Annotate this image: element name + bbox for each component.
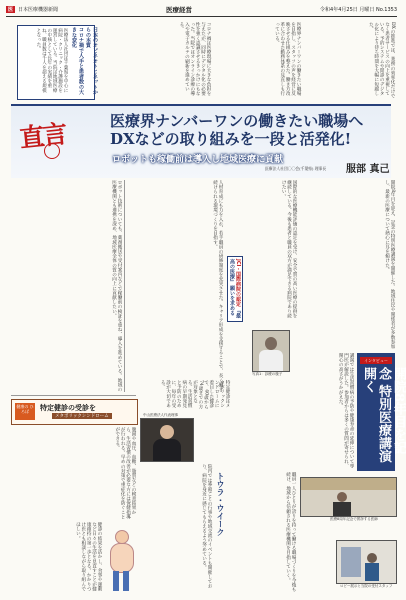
paper-logo: 医 bbox=[8, 7, 14, 13]
jci-sub: 『最高の医療』 願いを求める bbox=[229, 259, 241, 319]
body-column-9: 院内では季節ごとの行事や地域交流のイベントも開催しており、病院を身近に感じてもらえるよう努めている。 bbox=[201, 464, 212, 589]
seal-circle bbox=[44, 143, 60, 159]
special-body: 講演では生活習慣病の予防や健康寿命の延伸について専門医が解説した。参加者からは多くの質問が寄せられ、関心の高さがうかがえた。 bbox=[338, 353, 354, 468]
caption-2: 中山医療法人代表理事 bbox=[143, 413, 178, 417]
photo-doctor bbox=[252, 330, 290, 372]
special-tag: インタビュー bbox=[360, 357, 392, 364]
note-body-text: 医療法人社団は千葉県を中心に病院・クリニック・介護施設を運営している。当院は地域医療の中核として長年の実績を重ね、職員数は千人を超える規模となった。 bbox=[35, 28, 68, 93]
special-event-box bbox=[357, 353, 406, 471]
jci-label: JCI・国際病院の認定 bbox=[235, 259, 241, 307]
figure-leg-right bbox=[123, 571, 129, 591]
tokutei-header bbox=[11, 399, 138, 425]
body-column-4: ロボット技術についても、薬剤搬送や受付案内などで稼働前の検証を重ね、導入を進めている。地域の医療機関とも連携を深め、地域医療全体の質の向上に貢献したい。 bbox=[111, 180, 122, 392]
column-series-title: トウラ・ウイーク bbox=[216, 472, 226, 536]
subheadline: ロボットも稼働前は導入し地域医療に貢献 bbox=[112, 155, 284, 165]
photo-speaker bbox=[140, 418, 194, 462]
caption-3: 医療8周年記念で挨拶する医師 bbox=[330, 517, 378, 521]
photo-lobby bbox=[336, 540, 397, 584]
column-divider bbox=[124, 180, 125, 392]
speaker-head-shape bbox=[160, 425, 174, 439]
health-category-badge: 健康の ひろば bbox=[15, 403, 35, 420]
issue-info bbox=[320, 6, 397, 13]
top-note-heading bbox=[70, 27, 98, 97]
caption-4: ロビー展示と当院の受付スタッフ bbox=[340, 584, 393, 588]
paper-name: 日本医療機器新聞 bbox=[18, 7, 59, 13]
speaker-suit-shape bbox=[153, 439, 181, 461]
headline-line-2: DXなどの取り組みを一段と活発化! bbox=[110, 130, 352, 148]
ceremony-person-body bbox=[333, 502, 351, 516]
tokutei-body: 腹囲や血圧、血糖、脂質などの検査結果から、生活習慣の改善が必要な方には保健指導が行われる。早めの対策で重症化を防ぐことができる。 bbox=[114, 427, 136, 519]
body-column-5: 人材育成にも力を入れ、若手職員の研修制度を充実させた。キャリア形成を支援することで、長く働き続けられる環境づくりを目指す。 bbox=[212, 180, 223, 392]
tokutei-title: 特定健診の受診を bbox=[40, 404, 96, 412]
jci-sidebox bbox=[227, 256, 243, 322]
caption-1: 写真1：診療の様子 bbox=[252, 372, 283, 376]
lobby-panel-shape bbox=[341, 547, 361, 577]
figure-leg-left bbox=[113, 571, 119, 591]
ceremony-banner-shape bbox=[301, 478, 396, 490]
body-column-7: 開院8年目を迎え、記念の特別医療講演を開催した。地域住民や関係者が多数参加し、最新の医療について熱心に耳を傾けた。 bbox=[384, 180, 395, 349]
body-column-8: 特定健診はメタボリックシンドロームに着目した健診で、40歳から74歳までの方が対象となる。生活習慣病の早期発見と予防のために、毎年の受診が大切である。 bbox=[160, 380, 230, 409]
issue-date: 令和4年4月25日 月曜日 bbox=[320, 7, 375, 13]
section-title: 医療経営 bbox=[166, 6, 192, 14]
body-column-10: 職員一人ひとりが誇りを持って働ける職場づくりを今後も続け、地域から信頼される医療機関を目指していく。 bbox=[285, 472, 296, 592]
body-column-6: 国際的な医療機能評価の認定を受け、安全で質の高い医療の提供を継続している。今後も患者と職員の双方が満足できる病院であり続けたい。 bbox=[281, 180, 297, 318]
issue-number: No.1353 bbox=[375, 7, 397, 13]
ceremony-person-head bbox=[337, 492, 347, 502]
tokutei-subtitle: メタボリックシンドローム bbox=[52, 413, 112, 419]
body-column-1: コロナ禍は医療現場に大きな負担を与えたが、同時にデジタル化の必要性を強く認識させるきっかけにもなった。当院ではオンライン診療の導入や電子カルテの刷新を進めている。 bbox=[178, 22, 211, 96]
lobby-person-body bbox=[365, 563, 379, 581]
lobby-person-head bbox=[367, 553, 377, 563]
figure-head bbox=[115, 530, 129, 544]
body-column-3: DXの推進では、業務の効率化だけでなく患者サービスの向上を重視している。予約システムや問診のデジタル化により待ち時間を大幅に短縮した。 bbox=[368, 22, 395, 98]
top-note-line2: コロナ禍で人手と患者数の大きな変化 bbox=[71, 27, 84, 95]
doctor-head-shape bbox=[265, 337, 277, 350]
paper-masthead bbox=[6, 6, 58, 13]
tokutei-body-2: 健診の結果を活かし、食事や運動など日々の生活を見直すことが健康維持の第一歩となる。かかりつけ医とも相談しながら取り組んでほしい。 bbox=[75, 522, 102, 591]
page-header bbox=[6, 4, 397, 17]
section-rule bbox=[11, 395, 136, 396]
chokugen-seal: 直言 bbox=[18, 119, 67, 153]
figure-body bbox=[110, 543, 134, 573]
headline bbox=[110, 112, 363, 148]
top-note-line1: 日本のオピネオトとネットからの本質 bbox=[85, 27, 98, 95]
photo-ceremony bbox=[300, 477, 397, 517]
author-affiliation: 医療法人社団〇〇会(千葉県) 理事長 bbox=[265, 166, 327, 171]
headline-line-1: 医療界ナンバーワンの働きたい職場へ bbox=[110, 112, 364, 130]
body-column-2: 医療界ナンバーワンの働きたい職場を目指し、スタッフの声を経営に反映させる仕組みを整えた。働き方改革に合わせた勤務体系の見直しも行っている。 bbox=[274, 22, 301, 96]
health-illustration bbox=[106, 528, 136, 594]
doctor-coat-shape bbox=[259, 350, 283, 371]
special-title: 開院8年目を記念 特別医療講演開く bbox=[361, 367, 406, 463]
author-name: 服部 真己 bbox=[346, 164, 390, 175]
